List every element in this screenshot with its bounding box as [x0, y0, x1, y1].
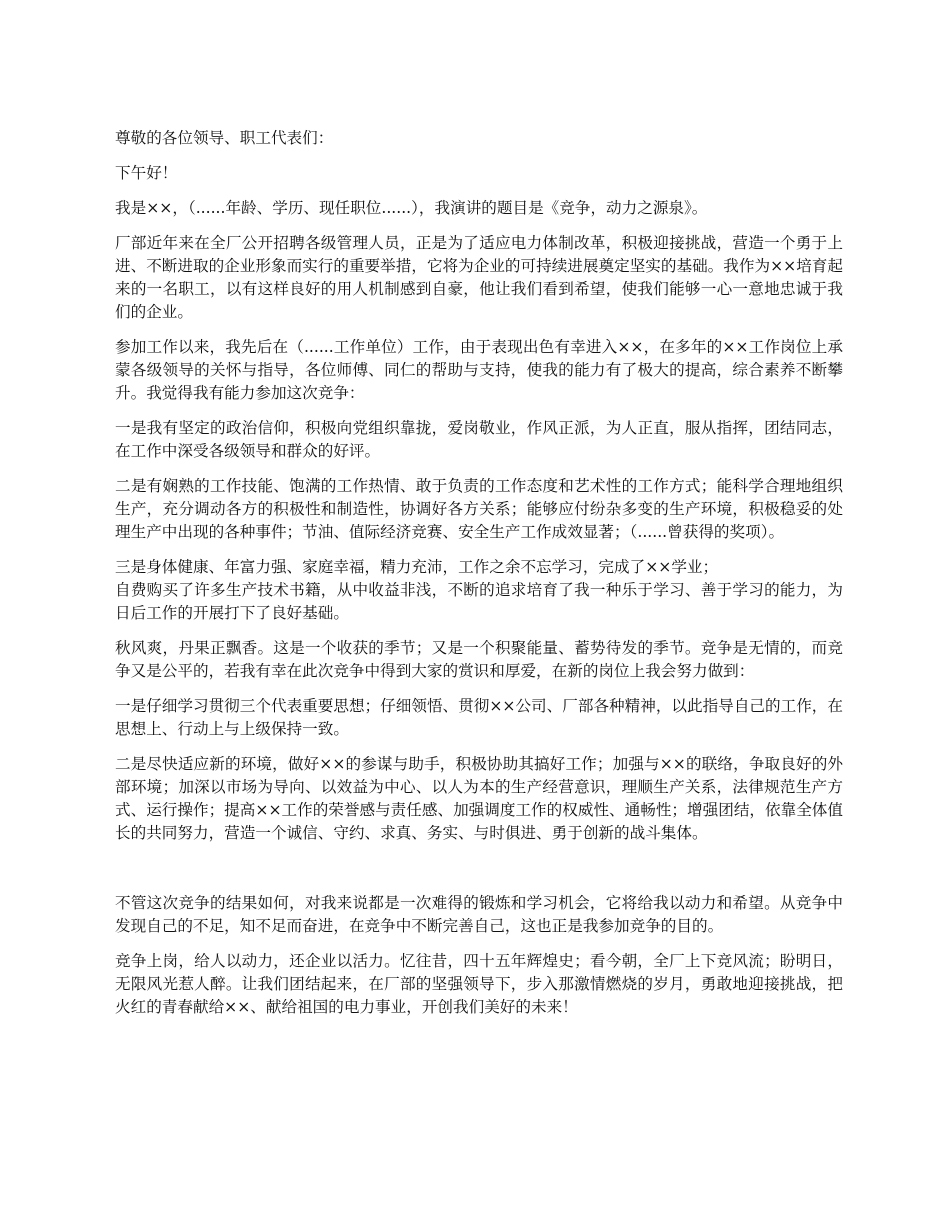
salutation: 尊敬的各位领导、职工代表们： — [115, 129, 334, 147]
intro-paragraph: 我是××，（......年龄、学历、现任职位......），我演讲的题目是《竞争，动力之源泉》。 — [115, 199, 708, 217]
paragraph-background: 厂部近年来在全厂公开招聘各级管理人员，正是为了适应电力体制改革，积极迎接挑战，营造一个勇于上进、不断进取的企业形象而实行的重要举措，它将为企业的可持续进展奠定坚实的基础。我作为××培育起来的一名职工，以有这样良好的用人机制感到自豪，他让我们看到希望，使我们能够一心一意地忠诚于我们的企业。 — [115, 234, 843, 321]
paragraph-season: 秋风爽，丹果正飘香。这是一个收获的季节；又是一个积聚能量、蓄势待发的季节。竞争是无情的，而竞争又是公平的，若我有幸在此次竞争中得到大家的赏识和厚爱，在新的岗位上我会努力做到： — [115, 639, 843, 680]
paragraph-reflection: 不管这次竞争的结果如何，对我来说都是一次难得的锻炼和学习机会，它将给我以动力和希望。从竞争中发现自己的不足，知不足而奋进，在竞争中不断完善自己，这也正是我参加竞争的目的。 — [115, 894, 843, 935]
paragraph-plan-2: 二是尽快适应新的环境，做好××的参谋与助手，积极协助其搞好工作；加强与××的联络，争取良好的外部环境；加深以市场为导向、以效益为中心、以人为本的生产经营意识，理顺生产关系，法律规范生产方式、运行操作；提高××工作的荣誉感与责任感、加强调度工作的权威性、通畅性；增强团结，依靠全体值长的共同努力，营造一个诚信、守约、求真、务实、与时俱进、勇于创新的战斗集体。 — [115, 755, 843, 842]
document-body — [115, 127, 843, 1031]
paragraph-qualification-2: 二是有娴熟的工作技能、饱满的工作热情、敢于负责的工作态度和艺术性的工作方式；能科学合理地组织生产，充分调动各方的积极性和制造性，协调好各方关系；能够应付纷杂多变的生产环境，积极稳妥的处理生产中出现的各种事件；节油、值际经济竞赛、安全生产工作成效显著；（......曾获得的奖项）。 — [115, 477, 843, 541]
blank-spacer — [115, 857, 843, 892]
greeting: 下午好！ — [115, 164, 178, 182]
paragraph-closing: 竞争上岗，给人以动力，还企业以活力。忆往昔，四十五年辉煌史；看今朝，全厂上下竞风流；盼明日，无限风光惹人醉。让我们团结起来，在厂部的坚强领导下，步入那激情燃烧的岁月，勇敢地迎接挑战，把火红的青春献给××、献给祖国的电力事业，开创我们美好的未来！ — [115, 952, 843, 1016]
paragraph-qualification-3 — [115, 556, 843, 625]
qualification-3-line-2: 自费购买了许多生产技术书籍，从中收益非浅，不断的追求培育了我一种乐于学习、善于学习的能力，为日后工作的开展打下了良好基础。 — [115, 581, 843, 622]
paragraph-qualification-1: 一是我有坚定的政治信仰，积极向党组织靠拢，爱岗敬业，作风正派，为人正直，服从指挥，团结同志，在工作中深受各级领导和群众的好评。 — [115, 419, 843, 460]
paragraph-experience: 参加工作以来，我先后在（......工作单位）工作，由于表现出色有幸进入××，在多年的××工作岗位上承蒙各级领导的关怀与指导，各位师傅、同仁的帮助与支持，使我的能力有了极大的提高，综合素养不断攀升。我觉得我有能力参加这次竞争： — [115, 338, 843, 402]
paragraph-plan-1: 一是仔细学习贯彻三个代表重要思想；仔细领悟、贯彻××公司、厂部各种精神，以此指导自己的工作，在思想上、行动上与上级保持一致。 — [115, 697, 843, 738]
qualification-3-line-1: 三是身体健康、年富力强、家庭幸福，精力充沛，工作之余不忘学习，完成了××学业； — [115, 558, 719, 576]
